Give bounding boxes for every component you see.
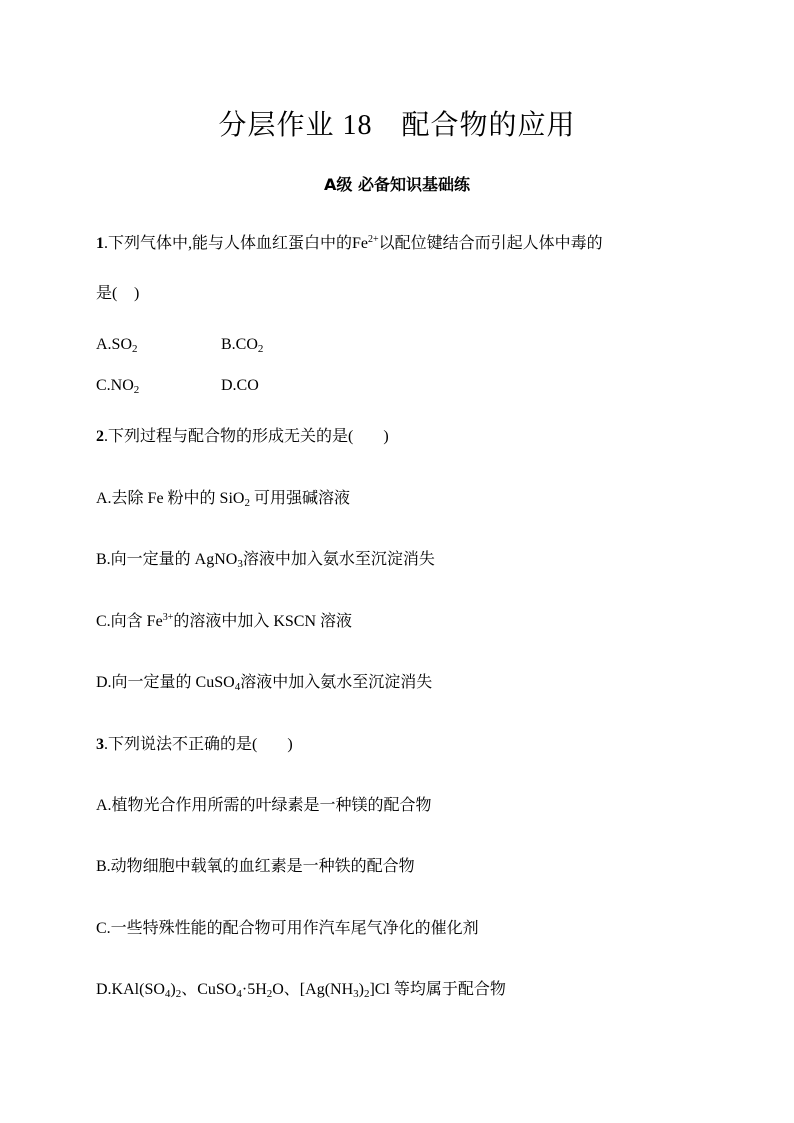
- option-d: D.CO: [221, 377, 259, 394]
- option-a: A.植物光合作用所需的叶绿素是一种镁的配合物: [96, 797, 432, 814]
- question-number: 2: [96, 428, 104, 445]
- question-3-stem: 3.下列说法不正确的是( ): [96, 736, 293, 753]
- option-a: $A.SO_2$: [96, 336, 138, 355]
- question-1-stem-line2: [96, 283, 139, 305]
- option-d: D.向一定量的 CuSO$_4$溶液中加入氨水至沉淀消失: [96, 674, 433, 693]
- option-c: C.向含 $Fe^{3+}$的溶液中加入 KSCN 溶液: [96, 612, 353, 630]
- option-c: $C.NO_2$: [96, 377, 140, 396]
- question-2-stem: 2.下列过程与配合物的形成无关的是( ): [96, 428, 389, 445]
- question-number: 1: [96, 235, 104, 252]
- option-b: $B.CO_2$: [221, 336, 264, 355]
- question-number: 3: [96, 736, 104, 753]
- question-1-stem: 1.下列气体中,能与人体血红蛋白中的$Fe^{2+}$以配位键结合而引起人体中毒的: [96, 234, 603, 252]
- answer-bracket-close: ): [134, 285, 140, 302]
- page-title: 分层作业 18 配合物的应用: [218, 110, 576, 141]
- option-a: A.去除 Fe 粉中的 SiO$_2$ 可用强碱溶液: [96, 490, 350, 509]
- option-d: $D.KAl(SO_4)_2$、$CuSO_4\cdot 5H_2O$、$[Ag(NH_3)_2]Cl$ 等均属于配合物: [96, 981, 506, 1000]
- option-c: C.一些特殊性能的配合物可用作汽车尾气净化的催化剂: [96, 920, 479, 937]
- answer-bracket-open: 是(: [96, 285, 118, 302]
- option-b: B.动物细胞中载氧的血红素是一种铁的配合物: [96, 858, 415, 875]
- section-heading: A级 必备知识基础练: [324, 175, 470, 194]
- option-b: B.向一定量的 AgNO$_3$溶液中加入氨水至沉淀消失: [96, 551, 435, 570]
